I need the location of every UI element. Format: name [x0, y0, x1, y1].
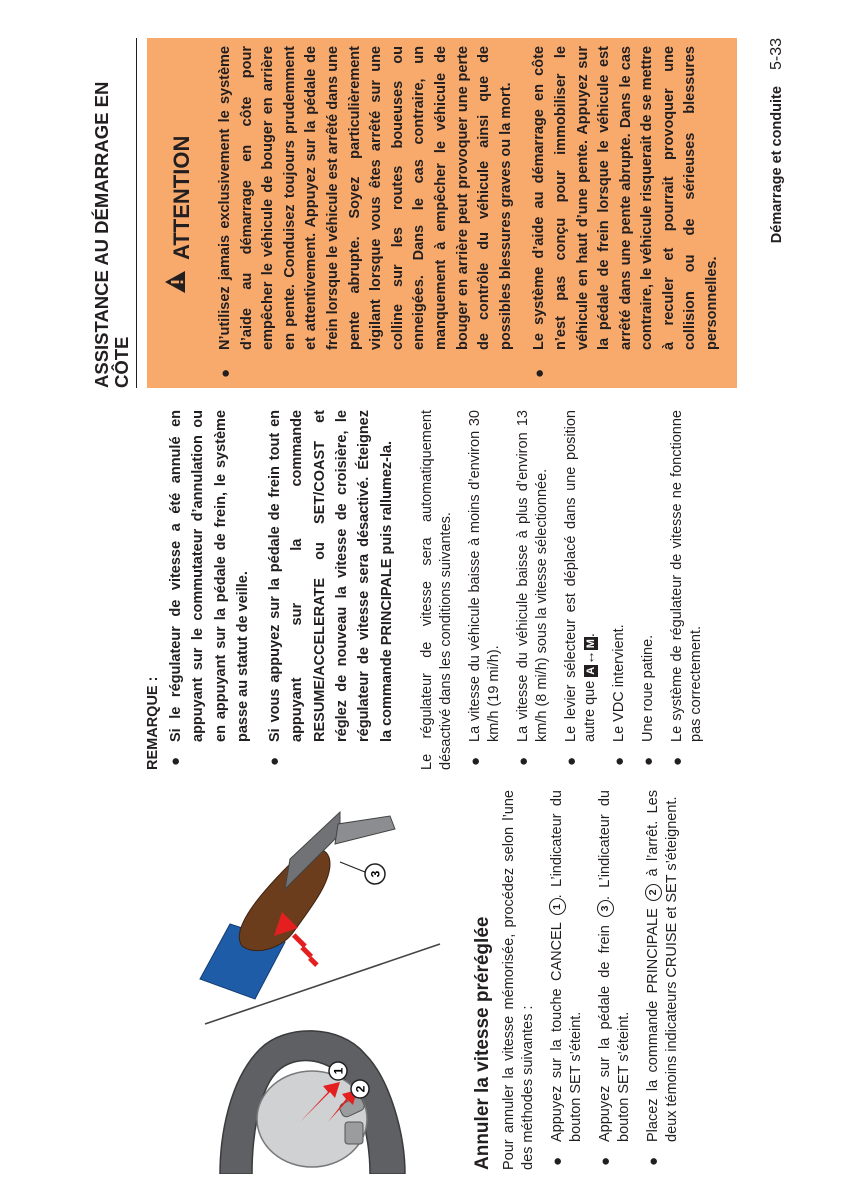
bullet-icon: ● [668, 756, 686, 766]
bullet-icon: ● [266, 756, 284, 766]
list-item: ● Appuyez sur la pédale de frein 3. L’indicateur du bouton SET s’éteint. [597, 790, 632, 1166]
auto-cancel-intro: Le régulateur de vitesse sera automatiquement désactivé dans les conditions suivantes. [418, 410, 454, 770]
note-column [144, 410, 706, 770]
double-arrow-icon: ↔ [581, 650, 598, 665]
bullet-icon: ● [514, 756, 532, 766]
bullet-icon: ● [610, 756, 628, 766]
key-a-badge: A [584, 666, 597, 675]
title-divider [136, 38, 137, 388]
remarque-title: REMARQUE : [145, 676, 161, 770]
callout-3-leader [340, 862, 365, 872]
shoe-shape [239, 849, 330, 951]
callout-1-label: 1 [331, 1067, 346, 1075]
page-number: 5-33 [768, 38, 785, 71]
key-m-badge: M [584, 639, 597, 649]
pedal-arm-shape [335, 816, 395, 844]
list-item: ● Si le régulateur de vitesse a été annulé en appuyant sur le commutateur d’annulation ou en appuyant sur la pédale de frein, le système passe au statut de veille. [167, 410, 251, 766]
callout-2-icon: 2 [645, 884, 662, 901]
list-item: ● Le système d’aide au démarrage en côte n’est pas conçu pour immobiliser le véhicule en haut d’une pente. Appuyez sur la pédale de frein lorsque le véhicule est arrêté dans une pente abrupte. Dans le cas contraire, le véhicule risquerait de se mettre à reculer et pourrait provoquer une collision ou de sérieuses blessures personnelles. [531, 46, 721, 378]
steering-hub-shape [257, 1071, 367, 1167]
list-item: ● Le levier sélecteur est déplacé dans une position autre que A↔M. [562, 410, 598, 766]
callout-1-icon: 1 [549, 898, 566, 915]
bullet-icon: ● [639, 756, 657, 766]
steering-wheel-and-pedal-drawing [190, 784, 450, 1174]
hill-start-title: ASSISTANCE AU DÉMARRAGE EN CÔTE [91, 81, 132, 388]
warning-triangle-icon [157, 270, 207, 294]
warning-header [157, 46, 207, 384]
list-item: ● Placez la commande PRINCIPALE 2 à l’arrêt. Les deux témoins indicateurs CRUISE et SET s’éteignent. [645, 790, 680, 1166]
hill-start-section [92, 38, 737, 388]
list-item: ● Le système de régulateur de vitesse ne fonctionne pas correctement. [668, 410, 704, 766]
bullet-icon: ● [549, 1156, 566, 1166]
warning-label: ATTENTION [169, 135, 194, 260]
hub-button-shape [345, 1122, 363, 1144]
bullet-icon: ● [466, 756, 484, 766]
cancel-intro: Pour annuler la vitesse mémorisée, procédez selon l’une des méthodes suivantes : [501, 790, 536, 1170]
bullet-icon: ● [217, 368, 234, 378]
page-footer [768, 38, 786, 388]
list-item: ● La vitesse du véhicule baisse à moins d’environ 30 km/h (19 mi/h). [466, 410, 502, 766]
bullet-icon: ● [645, 1156, 662, 1166]
cancel-section-title: Annuler la vitesse préréglée [472, 916, 493, 1170]
cancel-section [472, 790, 682, 1170]
list-item: ● Appuyez sur la touche CANCEL 1. L’indicateur du bouton SET s’éteint. [549, 790, 584, 1166]
callout-3-label: 3 [368, 870, 383, 878]
callout-2-label: 2 [353, 1085, 368, 1093]
footer-section-name: Démarrage et conduite [769, 86, 785, 244]
cruise-control-illustration [190, 784, 450, 1174]
warning-body [215, 46, 724, 384]
warning-box [147, 38, 737, 388]
bullet-icon: ● [597, 1156, 614, 1166]
bullet-icon: ● [531, 368, 549, 378]
list-item: ● Si vous appuyez sur la pédale de frein tout en appuyant sur la commande RESUME/ACCELERATE ou SET/COAST et réglez de nouveau la vitesse de croisière, le régulateur de vitesse sera désactivé. Éteignez la commande PRINCIPALE puis rallumez-la. [266, 410, 395, 766]
bullet-icon: ● [562, 756, 580, 766]
bullet-icon: ● [167, 756, 184, 766]
list-item: ● Le VDC intervient. [610, 624, 628, 766]
callout-3-icon: 3 [597, 900, 614, 917]
list-item: ● La vitesse du véhicule baisse à plus d’environ 13 km/h (8 mi/h) sous la vitesse sélectionnée. [514, 410, 550, 766]
list-item: ● N’utilisez jamais exclusivement le système d’aide au démarrage en côte pour empêcher le véhicule de bouger en arrière en pente. Conduisez toujours prudemment et attentivement. Appuyez sur la pédale de frein lorsque le véhicule est arrêté dans une pente abrupte. Soyez particulièrement vigilant lorsque vous êtes arrêté sur une colline sur les routes boueuses ou enneigées. Dans le cas contraire, un manquement à empêcher le véhicule de bouger en arrière peut provoquer une perte de contrôle du véhicule ainsi que de possibles blessures graves ou la mort. [217, 46, 514, 378]
list-item: ● Une roue patine. [639, 634, 657, 766]
